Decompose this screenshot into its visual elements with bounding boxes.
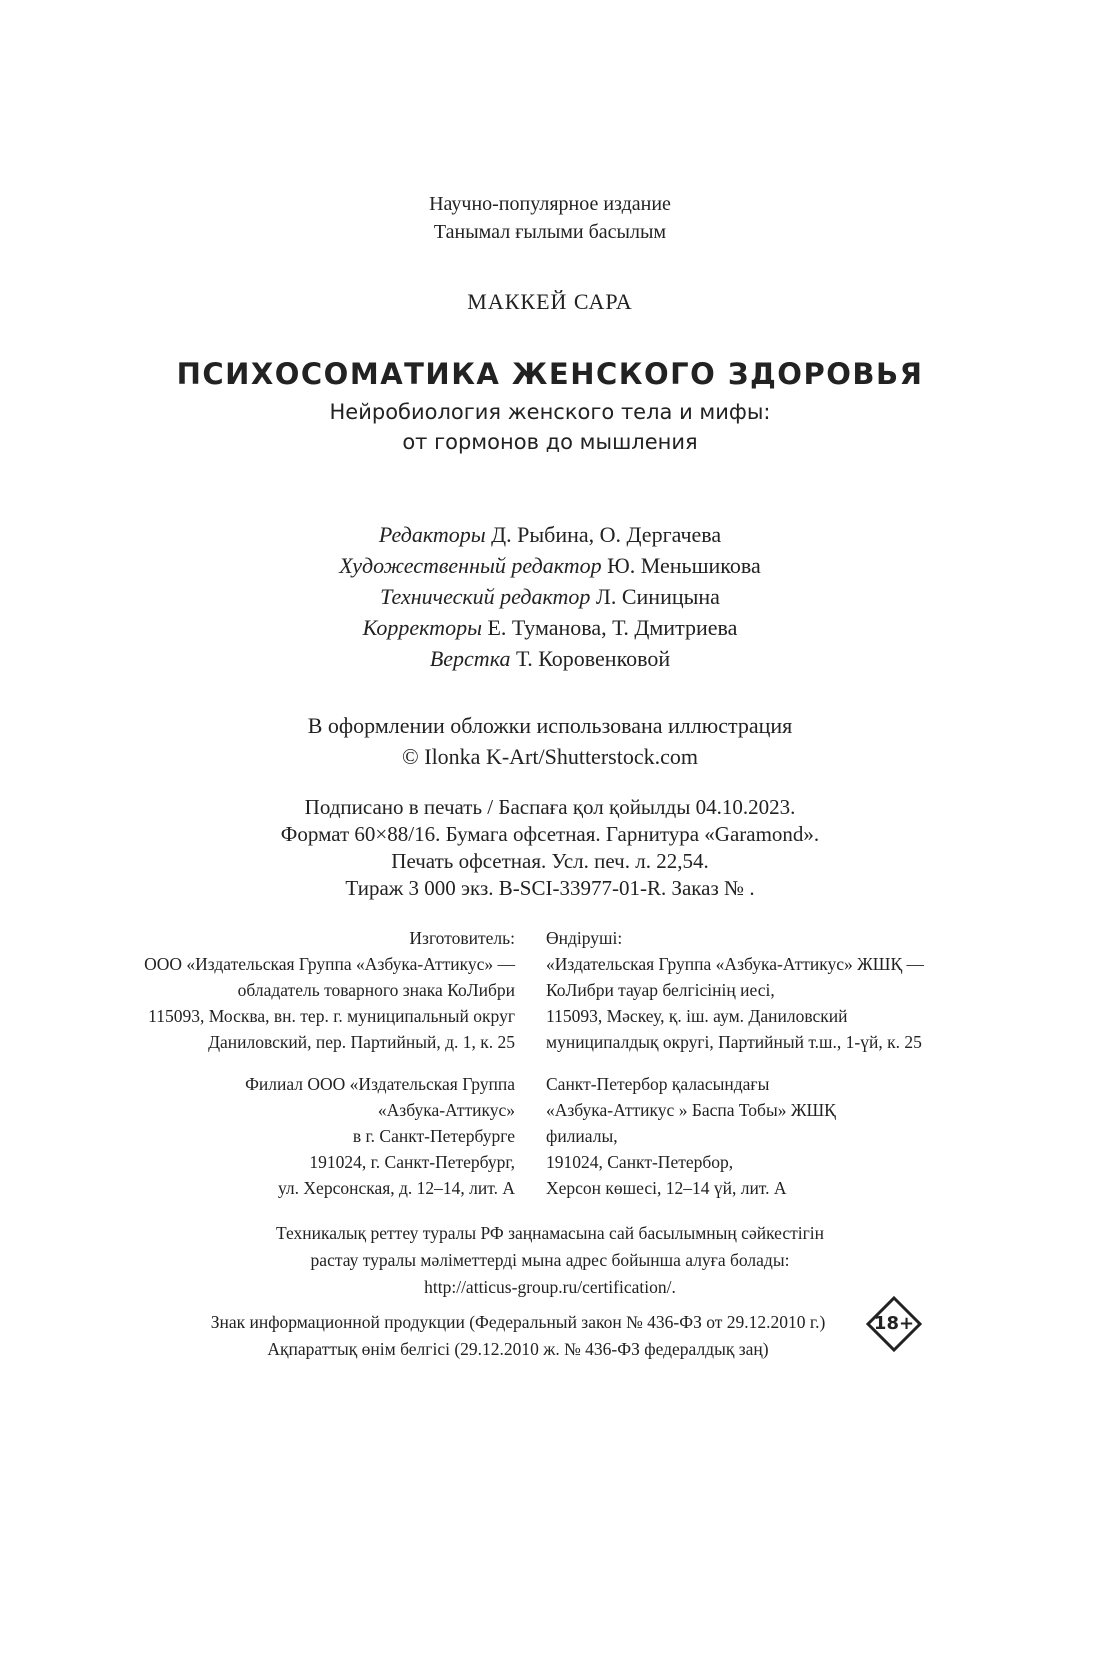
credit-names: Т. Коровенковой bbox=[515, 646, 671, 671]
subtitle-line-2: от гормонов до мышления bbox=[402, 430, 698, 454]
tech-regulation bbox=[0, 1220, 1100, 1301]
manufacturer-ru-line: ООО «Издательская Группа «Азбука-Аттикус» — bbox=[144, 954, 515, 974]
certification-url: http://atticus-group.ru/certification/. bbox=[424, 1277, 676, 1297]
credit-names: Д. Рыбина, О. Дергачева bbox=[491, 522, 722, 547]
branch-ru-line: ул. Херсонская, д. 12–14, лит. А bbox=[277, 1178, 515, 1198]
branch-kz-line: 191024, Санкт-Петербор, bbox=[546, 1152, 734, 1172]
credit-names: Ю. Меньшикова bbox=[607, 553, 761, 578]
sign-line-ru: Знак информационной продукции (Федеральный закон № 436-ФЗ от 29.12.2010 г.) bbox=[210, 1312, 826, 1332]
age-rating-label: 18+ bbox=[873, 1313, 915, 1334]
book-subtitle bbox=[0, 397, 1100, 457]
credit-role: Редакторы bbox=[378, 522, 486, 547]
credit-art-editor bbox=[0, 550, 1100, 581]
branch-kz-line: «Азбука-Аттикус » Баспа Тобы» ЖШҚ bbox=[546, 1100, 836, 1120]
manufacturer-kz-line: Өндіруші: bbox=[546, 928, 623, 948]
credit-role: Технический редактор bbox=[380, 584, 591, 609]
manufacturer-ru bbox=[95, 925, 515, 1055]
print-details bbox=[0, 794, 1100, 902]
cover-credit-line-2: © Ilonka K-Art/Shutterstock.com bbox=[402, 744, 698, 769]
edition-type-kz: Танымал ғылыми басылым bbox=[433, 221, 667, 243]
cover-credit bbox=[0, 710, 1100, 772]
credits-list bbox=[0, 519, 1100, 674]
print-run: Тираж 3 000 экз. B-SCI-33977-01-R. Заказ № . bbox=[345, 876, 755, 900]
manufacturer-kz bbox=[546, 925, 986, 1055]
print-signed: Подписано в печать / Баспаға қол қойылды 04.10.2023. bbox=[304, 795, 796, 819]
credit-proofreaders bbox=[0, 612, 1100, 643]
branch-ru-line: «Азбука-Аттикус» bbox=[377, 1100, 515, 1120]
branch-kz-line: Санкт-Петербор қаласындағы bbox=[546, 1074, 770, 1094]
sign-line-kz: Ақпараттық өнім белгісі (29.12.2010 ж. № 436-ФЗ федералдық заң) bbox=[267, 1339, 769, 1359]
manufacturer-kz-line: КоЛибри тауар белгісінің иесі, bbox=[546, 980, 775, 1000]
branch-ru bbox=[95, 1071, 515, 1201]
manufacturer-ru-line: Изготовитель: bbox=[409, 928, 515, 948]
cover-credit-line-1: В оформлении обложки использована иллюстрация bbox=[307, 713, 793, 738]
credit-names: Л. Синицына bbox=[595, 584, 720, 609]
credit-role: Корректоры bbox=[362, 615, 482, 640]
manufacturer-kz-line: муниципалдық округі, Партийный т.ш., 1-үй, к. 25 bbox=[546, 1032, 922, 1052]
credit-names: Е. Туманова, Т. Дмитриева bbox=[487, 615, 738, 640]
branch-kz-line: Херсон көшесі, 12–14 үй, лит. А bbox=[546, 1178, 787, 1198]
edition-type-block bbox=[0, 190, 1100, 246]
credit-role: Верстка bbox=[429, 646, 511, 671]
print-format: Формат 60×88/16. Бумага офсетная. Гарнитура «Garamond». bbox=[280, 822, 820, 846]
manufacturer-kz-line: 115093, Мәскеу, қ. іш. аум. Даниловский bbox=[546, 1006, 848, 1026]
manufacturer-ru-line: обладатель товарного знака КоЛибри bbox=[237, 980, 515, 1000]
credit-role: Художественный редактор bbox=[339, 553, 602, 578]
manufacturer-ru-line: 115093, Москва, вн. тер. г. муниципальный округ bbox=[148, 1006, 515, 1026]
branch-kz bbox=[546, 1071, 986, 1201]
manufacturer-kz-line: «Издательская Группа «Азбука-Аттикус» ЖШҚ — bbox=[546, 954, 925, 974]
credit-tech-editor bbox=[0, 581, 1100, 612]
branch-ru-line: 191024, г. Санкт-Петербург, bbox=[309, 1152, 515, 1172]
author-name: МАККЕЙ САРА bbox=[467, 289, 633, 314]
subtitle-line-1: Нейробиология женского тела и мифы: bbox=[329, 400, 771, 424]
branch-kz-line: филиалы, bbox=[546, 1126, 618, 1146]
branch-ru-line: в г. Санкт-Петербурге bbox=[352, 1126, 515, 1146]
edition-type-ru: Научно-популярное издание bbox=[429, 193, 671, 215]
tech-line-1: Техникалық реттеу туралы РФ заңнамасына сай басылымның сәйкестігін bbox=[275, 1223, 825, 1243]
print-method: Печать офсетная. Усл. печ. л. 22,54. bbox=[391, 849, 709, 873]
manufacturer-ru-line: Даниловский, пер. Партийный, д. 1, к. 25 bbox=[208, 1032, 515, 1052]
book-title: ПСИХОСОМАТИКА ЖЕНСКОГО ЗДОРОВЬЯ bbox=[176, 357, 924, 391]
tech-line-2: растау туралы мәліметтерді мына адрес бойынша алуға болады: bbox=[310, 1250, 790, 1270]
credit-layout bbox=[0, 643, 1100, 674]
branch-ru-line: Филиал ООО «Издательская Группа bbox=[245, 1074, 515, 1094]
age-rating-badge bbox=[866, 1296, 922, 1352]
credit-editors bbox=[0, 519, 1100, 550]
